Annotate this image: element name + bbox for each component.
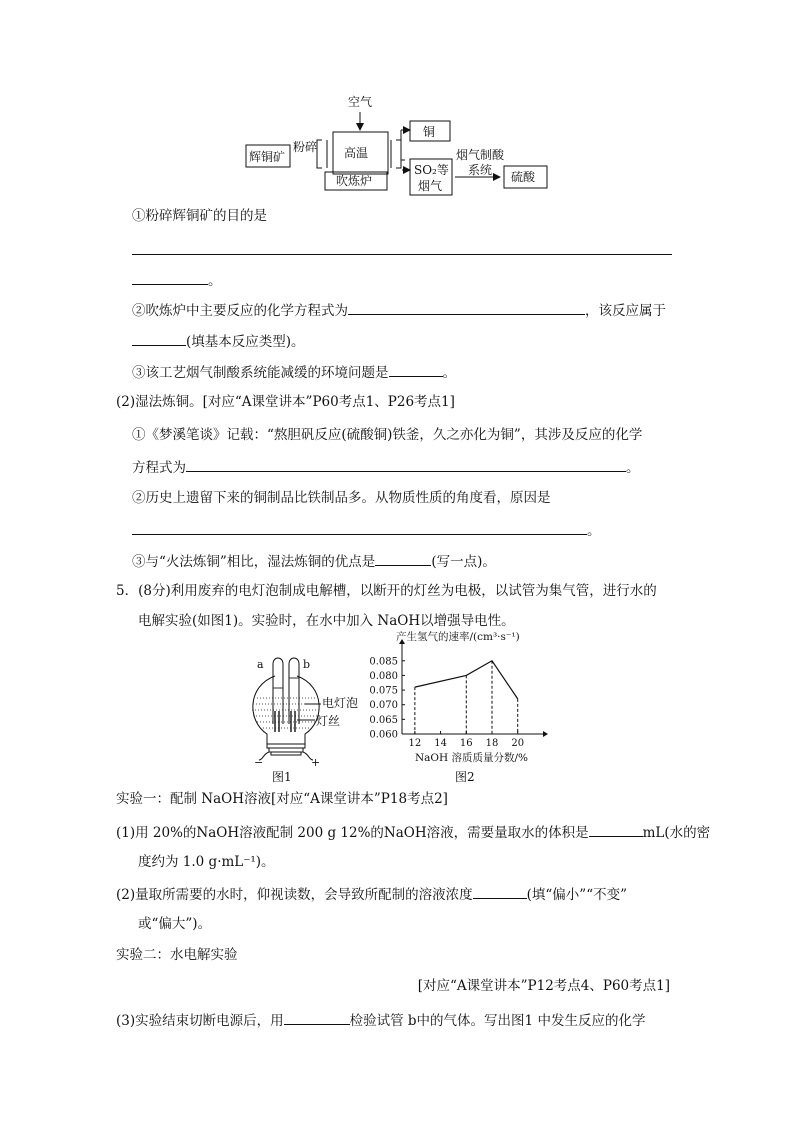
x-axis-arrow bbox=[543, 731, 548, 737]
q4-1-answer-line2[interactable] bbox=[132, 270, 222, 290]
positive-terminal: + bbox=[311, 756, 321, 769]
q5-1-line2: 度约为 1.0 g·mL⁻¹)。 bbox=[138, 854, 275, 870]
q4-s2-1-blank[interactable] bbox=[186, 457, 626, 472]
figure2-caption: 图2 bbox=[455, 770, 475, 784]
y-tick-label: 0.060 bbox=[369, 729, 398, 741]
figure2-hydrogen-rate-chart bbox=[352, 630, 552, 770]
q4-1-text: ①粉碎辉铜矿的目的是 bbox=[132, 208, 267, 224]
q5-3-blank[interactable] bbox=[284, 1010, 350, 1025]
q4-3-text: ③该工艺烟气制酸系统能减缓的环境问题是 bbox=[132, 365, 389, 381]
q4-s2-1-text-b: 方程式为 bbox=[132, 460, 186, 476]
furnace-name-label: 吹炼炉 bbox=[336, 174, 373, 188]
ore-label: 辉铜矿 bbox=[249, 150, 286, 164]
q5-3-text-a: (3)实验结束切断电源后，用 bbox=[116, 1013, 284, 1029]
y-tick-label: 0.075 bbox=[369, 685, 398, 697]
q4-2-line bbox=[132, 300, 666, 320]
q5-1-text-a: (1)用 20%的NaOH溶液配制 200 g 12%的NaOH溶液，需要量取水的体积是 bbox=[116, 825, 589, 841]
q4-3-end: 。 bbox=[442, 365, 456, 381]
y-tick-label: 0.080 bbox=[369, 670, 398, 682]
q4-s2-2-text: ②历史上遗留下来的铜制品比铁制品多。从物质性质的角度看，原因是 bbox=[132, 490, 551, 506]
q4-2-text-b: ，该反应属于 bbox=[585, 303, 666, 319]
tube-b-label: b bbox=[303, 658, 311, 671]
bulb-label: 电灯泡 bbox=[322, 696, 359, 710]
q5-intro-line2: 电解实验(如图1)。实验时，在水中加入 NaOH以增强导电性。 bbox=[138, 613, 515, 629]
q5-1-line bbox=[116, 822, 710, 842]
q4-s2-3-text-a: ③与“火法炼铜”相比，湿法炼铜的优点是 bbox=[132, 554, 376, 570]
q5-2-line bbox=[116, 884, 627, 904]
q4-s2-3-blank[interactable] bbox=[375, 551, 431, 566]
x-tick-label: 12 bbox=[408, 738, 422, 749]
x-tick-label: 20 bbox=[511, 738, 525, 749]
q5-1-blank[interactable] bbox=[589, 822, 643, 837]
tube-a-label: a bbox=[257, 658, 264, 671]
sulfuric-acid-label: 硫酸 bbox=[511, 170, 536, 184]
q4-2-text-a: ②吹炼炉中主要反应的化学方程式为 bbox=[132, 303, 348, 319]
crush-label: 粉碎 bbox=[293, 140, 318, 154]
air-label: 空气 bbox=[348, 95, 373, 109]
x-tick-label: 14 bbox=[434, 738, 447, 749]
filament-label: 灯丝 bbox=[316, 714, 341, 728]
q4-s2-1-text: ①《梦溪笔谈》记载：“熬胆矾反应(硫酸铜)铁釜，久之亦化为铜”，其涉及反应的化学 bbox=[132, 427, 643, 443]
q4-s2-2-line2 bbox=[132, 520, 601, 540]
q4-s2-1-end: 。 bbox=[626, 460, 640, 476]
y-tick-label: 0.065 bbox=[369, 714, 398, 726]
q5-3-line bbox=[116, 1010, 645, 1030]
q4-1-end: 。 bbox=[208, 273, 222, 289]
so2-label-line2: 烟气 bbox=[418, 179, 443, 193]
q4-3-line bbox=[132, 362, 456, 382]
chart-title: 产生氢气的速率/(cm³·s⁻¹) bbox=[396, 631, 520, 643]
q5-intro-line1: 5．(8分)利用废弃的电灯泡制成电解槽，以断开的灯丝为电极，以试管为集气管，进行水的 bbox=[116, 583, 657, 599]
experiment2-heading: 实验二：水电解实验 bbox=[116, 947, 238, 963]
x-tick-label: 16 bbox=[459, 738, 473, 749]
q4-2-text-c: (填基本反应类型)。 bbox=[186, 334, 305, 350]
y-tick-label: 0.070 bbox=[369, 700, 398, 712]
q4-2-blank-type[interactable] bbox=[132, 331, 186, 346]
q5-2-text-b: (填“偏小”“不变” bbox=[526, 887, 627, 903]
q4-2-blank-equation[interactable] bbox=[348, 300, 585, 315]
q5-1-text-b: mL(水的密 bbox=[642, 825, 711, 841]
q4-s2-2-end: 。 bbox=[587, 523, 601, 539]
q5-2-text-a: (2)量取所需要的水时，仰视读数，会导致所配制的溶液浓度 bbox=[116, 887, 473, 903]
q4-s2-3-line bbox=[132, 551, 496, 571]
figure1-bulb-diagram bbox=[245, 646, 365, 786]
furnace-label: 高温 bbox=[344, 146, 369, 160]
x-axis-label: NaOH 溶质质量分数/% bbox=[414, 752, 529, 764]
copper-smelting-flowchart bbox=[0, 0, 794, 200]
q4-2-line2 bbox=[132, 331, 305, 351]
q4-s2-2-blank[interactable] bbox=[132, 520, 587, 535]
q5-2-line2: 或“偏大”)。 bbox=[138, 916, 212, 932]
x-tick-label: 18 bbox=[485, 738, 499, 749]
y-tick-label: 0.085 bbox=[369, 656, 398, 668]
q4-s2-3-text-b: (写一点)。 bbox=[431, 554, 496, 570]
q4-section2-heading: (2)湿法炼铜。[对应“A课堂讲本”P60考点1、P26考点1] bbox=[116, 394, 455, 410]
acid-system-line2: 系统 bbox=[468, 163, 493, 177]
experiment2-reference: [对应“A课堂讲本”P12考点4、P60考点1] bbox=[417, 978, 670, 994]
so2-label-line1: SO₂等 bbox=[414, 163, 449, 177]
negative-terminal: − bbox=[254, 756, 264, 769]
experiment1-heading: 实验一：配制 NaOH溶液[对应“A课堂讲本”P18考点2] bbox=[116, 791, 448, 807]
acid-system-line1: 烟气制酸 bbox=[456, 148, 505, 162]
q5-3-text-b: 检验试管 b中的气体。写出图1 中发生反应的化学 bbox=[349, 1013, 646, 1029]
q4-3-blank[interactable] bbox=[389, 362, 443, 377]
figure1-caption: 图1 bbox=[272, 770, 292, 784]
copper-label: 铜 bbox=[423, 125, 436, 139]
q4-1-answer-line[interactable] bbox=[132, 240, 672, 260]
q4-s2-1-line2 bbox=[132, 457, 640, 477]
q5-2-blank[interactable] bbox=[473, 884, 527, 899]
